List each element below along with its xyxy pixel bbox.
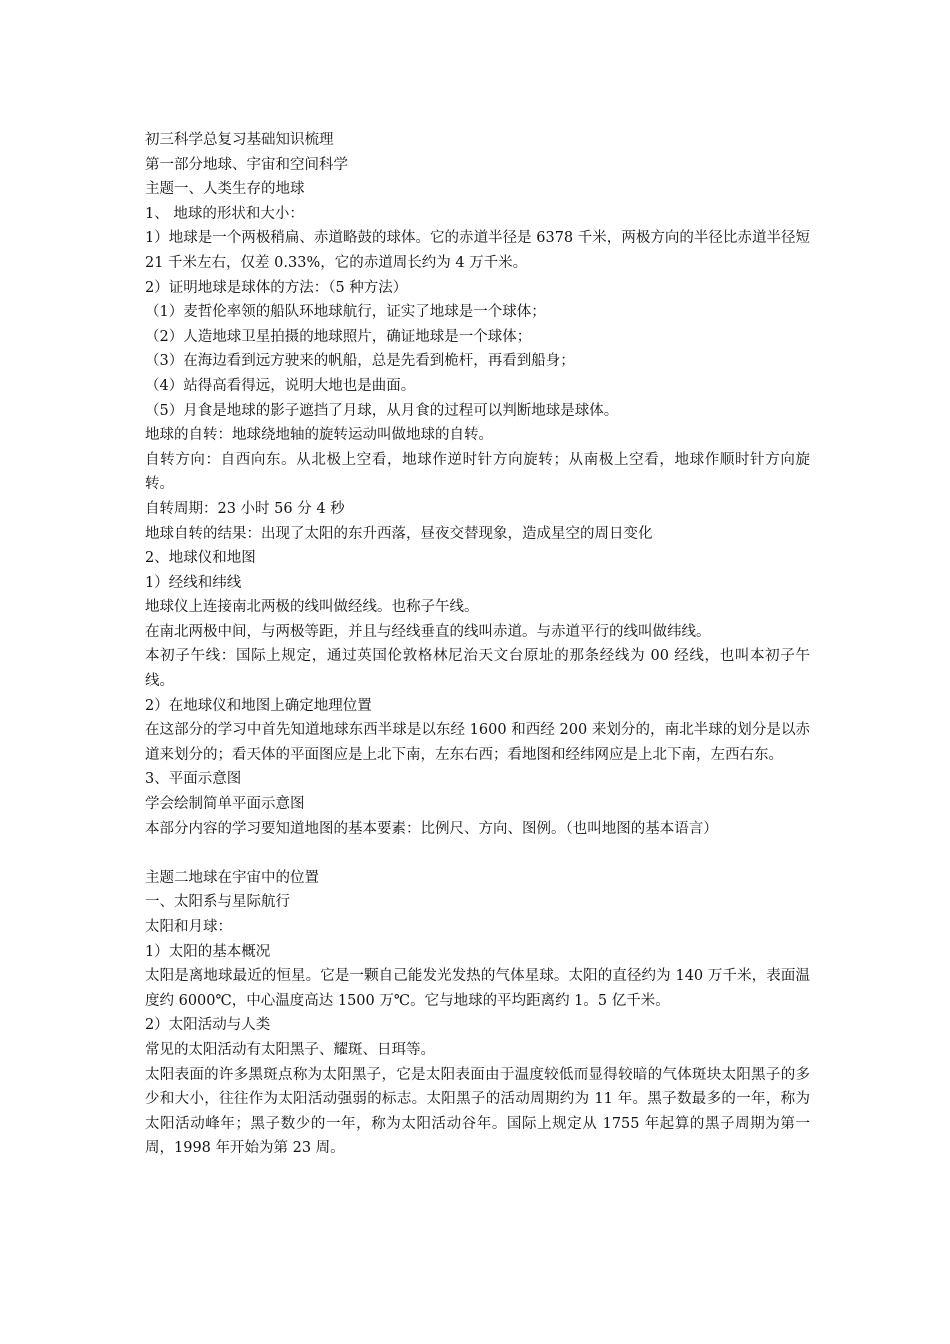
paragraph-hemispheres: 在这部分的学习中首先知道地球东西半球是以东经 1600 和西经 200 来划分的，南北半球的划分是以赤道来划分的；看天体的平面图应是上北下南，左东右西；看地图和经纬网应是上北下南，左西右东。 [145,722,810,763]
paragraph-meridian: 地球仪上连接南北两极的线叫做经线。也称子午线。 [145,599,479,616]
paragraph-sun-overview: 太阳是离地球最近的恒星。它是一颗自己能发光发热的气体星球。太阳的直径约为 140 万千米，表面温度约 6000℃，中心温度高达 1500 万℃。它与地球的平均距离约 1。5 亿千米。 [145,968,810,1009]
paragraph-rotation: 地球的自转：地球绕地轴的旋转运动叫做地球的自转。 [145,427,493,444]
topic-heading-1: 主题一、人类生存的地球 [145,181,305,198]
subheading-sun-overview: 1）太阳的基本概况 [145,943,271,960]
proof-item-5: （5）月食是地球的影子遮挡了月球，从月食的过程可以判断地球是球体。 [145,402,619,419]
subheading-meridians: 1）经线和纬线 [145,574,242,591]
proof-item-1: （1）麦哲伦率领的船队环地球航行，证实了地球是一个球体； [145,304,546,321]
paragraph-map-elements: 本部分内容的学习要知道地图的基本要素：比例尺、方向、图例。（也叫地图的基本语言） [145,820,718,837]
paragraph-rotation-direction: 自转方向：自西向东。从北极上空看，地球作逆时针方向旋转；从南极上空看，地球作顺时针方向旋转。 [145,451,810,493]
paragraph-sunspots: 太阳表面的许多黑斑点称为太阳黑子，它是太阳表面由于温度较低而显得较暗的气体斑块太阳黑子的多少和大小，往往作为太阳活动强弱的标志。太阳黑子的活动周期约为 11 年。黑子数最多的一年，称为太阳活动峰年；黑子数少的一年，称为太阳活动谷年。国际上规定从 1755 年起算的黑子周期为第一周，1998 年开始为第 23 周。 [145,1066,810,1157]
proof-item-4: （4）站得高看得远，说明大地也是曲面。 [145,377,416,394]
section-heading-globe-map: 2、地球仪和地图 [145,550,256,567]
paragraph-draw-sketch: 学会绘制简单平面示意图 [145,796,305,813]
proof-item-3: （3）在海边看到远方驶来的帆船，总是先看到桅杆，再看到船身； [145,353,575,370]
paragraph-solar-activity-types: 常见的太阳活动有太阳黑子、耀斑、日珥等。 [145,1041,435,1058]
doc-title: 初三科学总复习基础知识梳理 [145,132,334,148]
subheading-proof-methods: 2）证明地球是球体的方法：（5 种方法） [145,279,408,296]
paragraph-equator: 在南北两极中间，与两极等距，并且与经线垂直的线叫赤道。与赤道平行的线叫做纬线。 [145,623,711,640]
section-heading-sketch-map: 3、平面示意图 [145,771,242,788]
document-page [145,128,810,1161]
paragraph-prime-meridian: 本初子午线：国际上规定，通过英国伦敦格林尼治天文台原址的那条经线为 00 经线，也叫本初子午线。 [145,648,810,690]
topic-heading-2: 主题二地球在宇宙中的位置 [145,869,319,886]
paragraph-rotation-result: 地球自转的结果：出现了太阳的东升西落，昼夜交替现象，造成星空的周日变化 [145,525,653,542]
paragraph-rotation-period: 自转周期：23 小时 56 分 4 秒 [145,500,345,517]
section-heading-shape: 1、 地球的形状和大小： [145,205,304,222]
subheading-solar-activity: 2）太阳活动与人类 [145,1017,271,1034]
subheading-sun-moon: 太阳和月球： [145,919,232,935]
subheading-locate-position: 2）在地球仪和地图上确定地理位置 [145,697,372,714]
blank-line [145,841,810,866]
paragraph-shape-size: 1）地球是一个两极稍扁、赤道略鼓的球体。它的赤道半径是 6378 千米，两极方向的半径比赤道半径短 21 千米左右，仅差 0.33%，它的赤道周长约为 4 万千米。 [145,230,810,271]
section-heading-solar-system: 一、太阳系与星际航行 [145,894,290,911]
part-heading: 第一部分地球、宇宙和空间科学 [145,156,348,173]
proof-item-2: （2）人造地球卫星拍摄的地球照片，确证地球是一个球体； [145,328,532,345]
